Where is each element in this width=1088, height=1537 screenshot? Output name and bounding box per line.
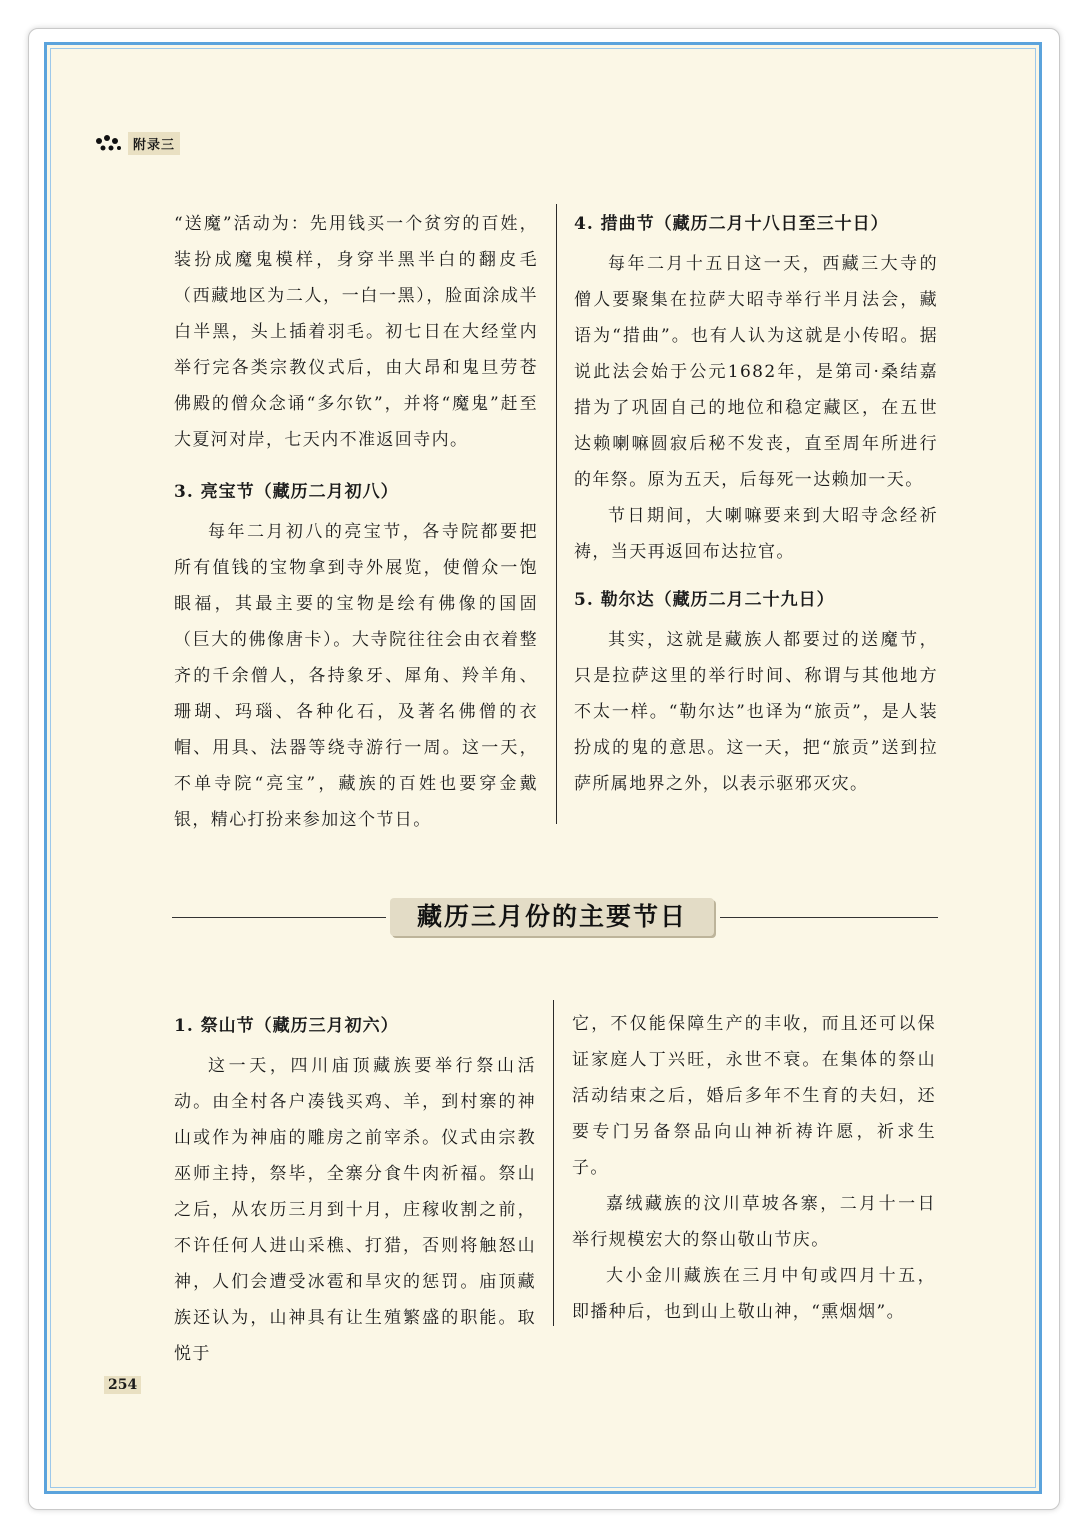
paragraph: 嘉绒藏族的汶川草坡各寨，二月十一日举行规模宏大的祭山敬山节庆。 — [572, 1194, 936, 1250]
paragraph: 其实，这就是藏族人都要过的送魔节，只是拉萨这里的举行时间、称谓与其他地方不太一样。“勒尔达”也译为“旅贡”，是人装扮成的鬼的意思。这一天，把“旅贡”送到拉萨所属地界之外，以表示驱邪灭灾。 — [574, 630, 938, 794]
paragraph: 每年二月初八的亮宝节，各寺院都要把所有值钱的宝物拿到寺外展览，使僧众一饱眼福，其最主要的宝物是绘有佛像的国固（巨大的佛像唐卡）。大寺院往往会由衣着整齐的千余僧人，各持象牙、犀角、羚羊角、珊瑚、玛瑙、各种化石，及著名佛僧的衣帽、用具、法器等绕寺游行一周。这一天，不单寺院“亮宝”，藏族的百姓也要穿金戴银，精心打扮来参加这个节日。 — [174, 522, 538, 830]
section-heading: 5. 勒尔达（藏历二月二十九日） — [574, 590, 835, 610]
section-title: 藏历三月份的主要节日 — [390, 898, 714, 936]
top-right-column — [574, 198, 938, 802]
running-header — [94, 132, 180, 155]
section-title-banner — [172, 896, 938, 940]
paragraph: 每年二月十五日这一天，西藏三大寺的僧人要聚集在拉萨大昭寺举行半月法会，藏语为“措曲”。也有人认为这就是小传昭。据说此法会始于公元1682年，是第司·桑结嘉措为了巩固自己的地位和稳定藏区，在五世达赖喇嘛圆寂后秘不发丧，直至周年所进行的年祭。原为五天，后每死一达赖加一天。 — [574, 254, 938, 490]
section-heading: 4. 措曲节（藏历二月十八日至三十日） — [574, 214, 889, 234]
column-divider — [553, 1000, 554, 1326]
paragraph: 这一天，四川庙顶藏族要举行祭山活动。由全村各户凑钱买鸡、羊，到村寨的神山或作为神庙的雕房之前宰杀。仪式由宗教巫师主持，祭毕，全寨分食牛肉祈福。祭山之后，从农历三月到十月，庄稼收割之前，不许任何人进山采樵、打猎，否则将触怒山神，人们会遭受冰雹和旱灾的惩罚。庙顶藏族还认为，山神具有让生殖繁盛的职能。取悦于 — [174, 1056, 536, 1364]
paragraph: 节日期间，大喇嘛要来到大昭寺念经祈祷，当天再返回布达拉官。 — [574, 506, 938, 562]
ornament-icon — [94, 133, 122, 155]
title-rule-left — [172, 917, 386, 918]
header-label: 附录三 — [128, 132, 180, 155]
column-divider — [556, 204, 557, 824]
paragraph: “送魔”活动为：先用钱买一个贫穷的百姓，装扮成魔鬼模样，身穿半黑半白的翻皮毛（西藏地区为二人，一白一黑），脸面涂成半白半黑，头上插着羽毛。初七日在大经堂内举行完各类宗教仪式后，由大昂和鬼旦劳苍佛殿的僧众念诵“多尔钦”，并将“魔鬼”赶至大夏河对岸，七天内不准返回寺内。 — [174, 214, 538, 450]
bottom-right-column — [572, 1006, 936, 1330]
section-heading: 3. 亮宝节（藏历二月初八） — [174, 482, 399, 502]
page-number: 254 — [104, 1376, 141, 1394]
paragraph: 大小金川藏族在三月中旬或四月十五，即播种后，也到山上敬山神，“熏烟烟”。 — [572, 1266, 936, 1322]
title-rule-right — [720, 917, 938, 918]
paragraph: 它，不仅能保障生产的丰收，而且还可以保证家庭人丁兴旺，永世不衰。在集体的祭山活动结束之后，婚后多年不生育的夫妇，还要专门另备祭品向山神祈祷许愿，祈求生子。 — [572, 1014, 936, 1178]
section-heading: 1. 祭山节（藏历三月初六） — [174, 1016, 399, 1036]
top-left-column — [174, 206, 538, 838]
bottom-left-column — [174, 1000, 536, 1372]
